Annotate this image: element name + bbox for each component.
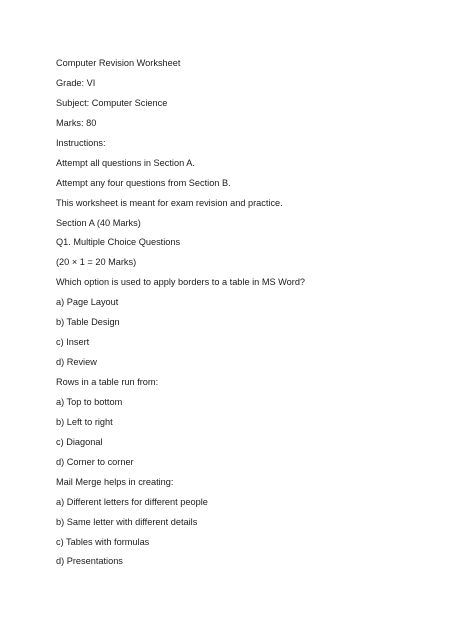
answer-option: c) Insert [56, 337, 90, 348]
subject-line: Subject: Computer Science [56, 97, 168, 108]
question-marks: (20 × 1 = 20 Marks) [56, 257, 137, 268]
answer-option: d) Presentations [56, 556, 123, 567]
instructions-heading: Instructions: [56, 137, 106, 148]
instruction-item: Attempt all questions in Section A. [56, 157, 195, 168]
answer-option: d) Review [56, 357, 97, 368]
question-text: Rows in a table run from: [56, 377, 159, 387]
answer-option: a) Page Layout [56, 297, 119, 308]
answer-option: c) Tables with formulas [56, 536, 150, 547]
answer-option: a) Top to bottom [56, 396, 123, 407]
worksheet-title: Computer Revision Worksheet [56, 58, 181, 68]
answer-option: d) Corner to corner [56, 456, 134, 467]
worksheet-text [56, 57, 305, 575]
marks-line: Marks: 80 [56, 117, 97, 128]
answer-option: a) Different letters for different people [56, 496, 208, 507]
grade-line: Grade: VI [56, 77, 96, 88]
question-text: Which option is used to apply borders to a table in MS Word? [56, 277, 306, 288]
answer-option: b) Left to right [56, 416, 113, 427]
answer-option: b) Table Design [56, 317, 120, 328]
answer-option: b) Same letter with different details [56, 516, 198, 527]
instruction-item: This worksheet is meant for exam revision and practice. [56, 197, 283, 208]
instruction-item: Attempt any four questions from Section B. [56, 177, 231, 188]
question-text: Mail Merge helps in creating: [56, 476, 174, 487]
section-heading: Section A (40 Marks) [56, 217, 141, 228]
question-heading: Q1. Multiple Choice Questions [56, 237, 181, 248]
answer-option: c) Diagonal [56, 436, 103, 447]
